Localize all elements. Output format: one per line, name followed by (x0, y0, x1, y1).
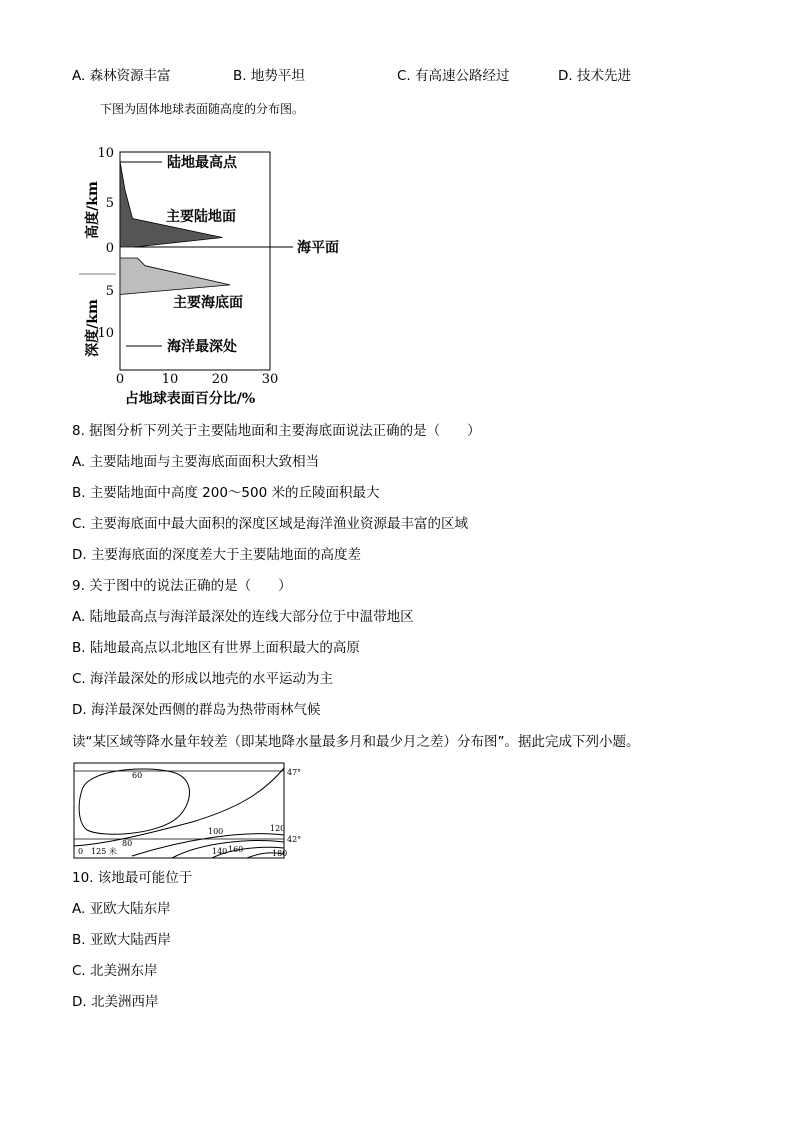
q9-option-b: B. 陆地最高点以北地区有世界上面积最大的高原 (72, 640, 360, 656)
contour-label-180: 180 (272, 849, 288, 858)
option-letter: C. (397, 68, 411, 84)
q9-option-c: C. 海洋最深处的形成以地壳的水平运动为主 (72, 671, 334, 687)
y-tick-10: 10 (97, 146, 114, 161)
x-tick-20: 20 (211, 372, 229, 387)
y-label-height: 高度/km (85, 181, 101, 239)
q9-option-d: D. 海洋最深处西侧的群岛为热带雨林气候 (72, 702, 321, 718)
q8-option-a: A. 主要陆地面与主要海底面面积大致相当 (72, 454, 320, 470)
q8-stem: 8. 据图分析下列关于主要陆地面和主要海底面说法正确的是（ ） (72, 423, 481, 439)
land-area (120, 162, 223, 248)
x-label: 占地球表面百分比/% (124, 391, 256, 407)
contour-label-140: 140 (212, 847, 228, 856)
contour-label-160: 160 (228, 845, 244, 854)
x-tick-0: 0 (115, 372, 125, 387)
plot-frame (120, 152, 270, 370)
option-letter: A. (72, 68, 86, 84)
option-letter: D. (558, 68, 573, 84)
contour-label-60: 60 (132, 771, 143, 780)
label-main-land: 主要陆地面 (166, 209, 236, 225)
q9-option-a: A. 陆地最高点与海洋最深处的连线大部分位于中温带地区 (72, 609, 414, 625)
y-tick-0: 0 (105, 241, 114, 256)
figure2-intro: 读“某区域等降水量年较差（即某地降水量最多月和最少月之差）分布图”。据此完成下列小题。 (72, 734, 640, 750)
option-text: 地势平坦 (250, 68, 305, 84)
contour-label-100: 100 (208, 827, 224, 836)
contour-label-80: 80 (122, 839, 133, 848)
q10-option-b: B. 亚欧大陆西岸 (72, 932, 171, 948)
q8-option-d: D. 主要海底面的深度差大于主要陆地面的高度差 (72, 547, 361, 563)
y-tick-5-down: 5 (105, 284, 114, 299)
q10-option-d: D. 北美洲西岸 (72, 994, 159, 1010)
q8-option-c: C. 主要海底面中最大面积的深度区域是海洋渔业资源最丰富的区域 (72, 516, 469, 532)
q10-option-c: C. 北美洲东岸 (72, 963, 158, 979)
label-highest-point: 陆地最高点 (167, 155, 237, 171)
label-deepest-point: 海洋最深处 (167, 339, 237, 355)
x-tick-30: 30 (261, 372, 279, 387)
precipitation-range-map (72, 760, 308, 860)
option-text: 有高速公路经过 (415, 68, 510, 84)
q7-option-d (558, 67, 631, 85)
y-tick-5-up: 5 (105, 196, 114, 211)
q9-stem: 9. 关于图中的说法正确的是（ ） (72, 578, 292, 594)
label-main-seafloor: 主要海底面 (173, 295, 243, 311)
q10-option-a: A. 亚欧大陆东岸 (72, 901, 171, 917)
option-text: 技术先进 (576, 68, 631, 84)
q8-option-b: B. 主要陆地面中高度 200～500 米的丘陵面积最大 (72, 485, 380, 501)
y-label-depth: 深度/km (85, 299, 101, 357)
q7-option-a (72, 67, 171, 85)
x-tick-10: 10 (161, 372, 179, 387)
q7-options (72, 67, 772, 85)
y-tick-10-down: 10 (97, 326, 114, 341)
elevation-distribution-chart (78, 140, 368, 410)
option-text: 森林资源丰富 (89, 68, 171, 84)
label-sea-level: 海平面 (297, 240, 339, 256)
option-letter: B. (233, 68, 247, 84)
seafloor-area (120, 258, 230, 295)
q7-option-c (397, 67, 510, 85)
figure1-caption: 下图为固体地球表面随高度的分布图。 (100, 102, 305, 116)
q10-stem: 10. 该地最可能位于 (72, 870, 193, 886)
lat-label-42: 42° (287, 835, 302, 844)
lat-label-47: 47° (287, 768, 302, 777)
contour-label-120: 120 (270, 824, 286, 833)
scale-label: 0 125 米 (78, 847, 117, 856)
q7-option-b (233, 67, 305, 85)
